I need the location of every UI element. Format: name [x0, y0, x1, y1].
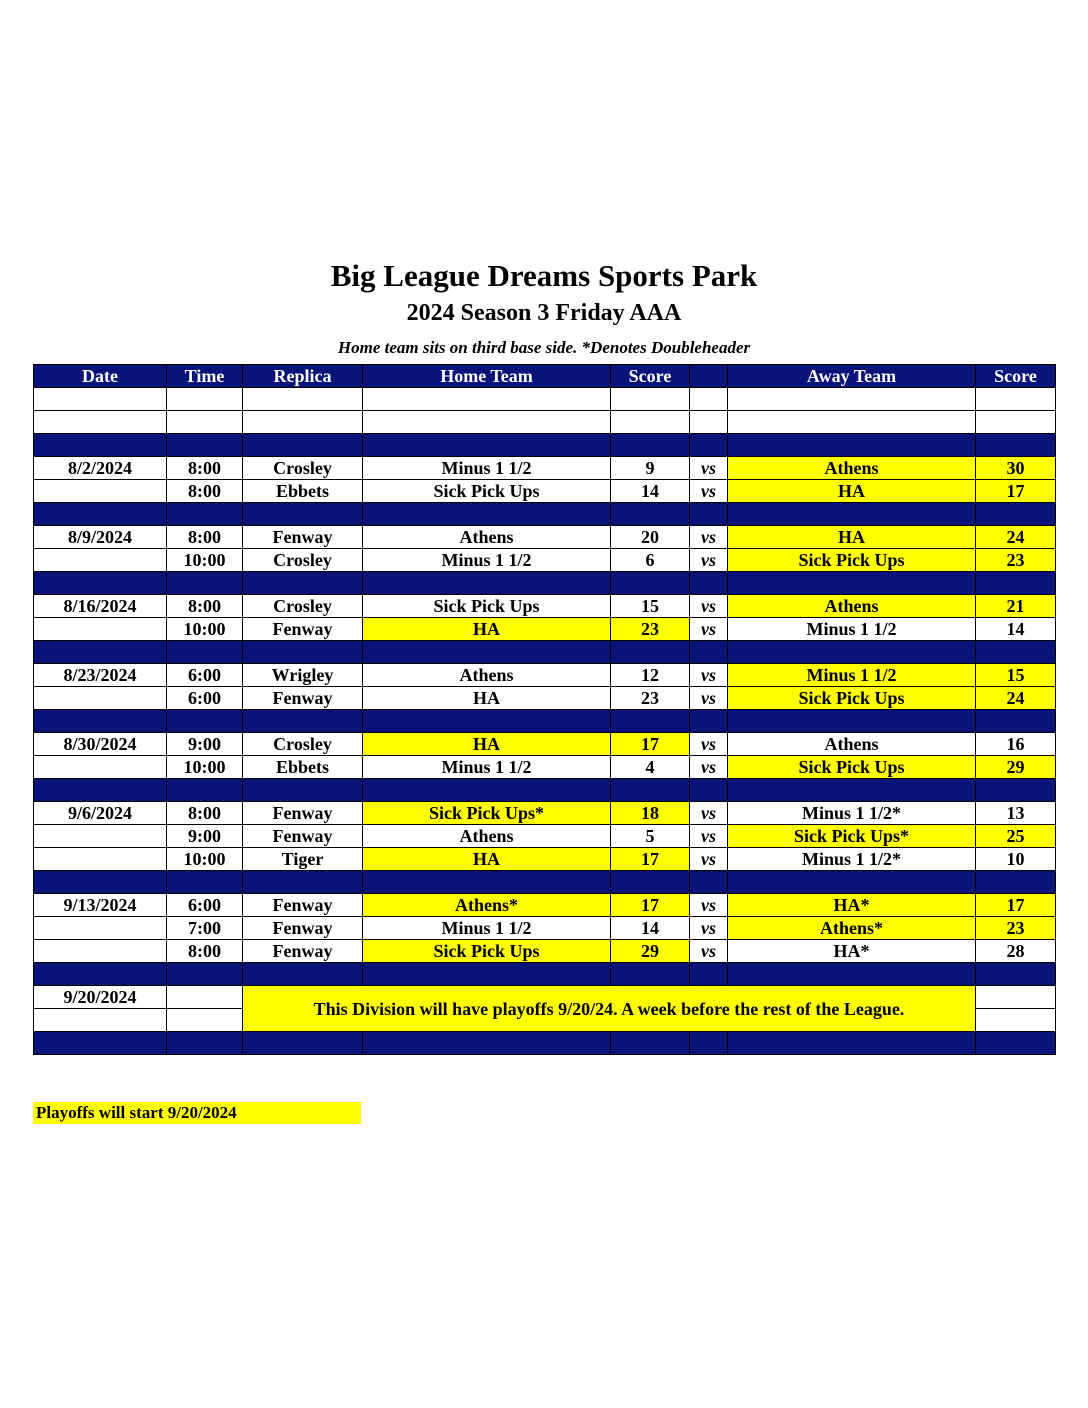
game-row	[34, 825, 1056, 848]
cell-replica: Tiger	[243, 848, 363, 871]
cell-time: 6:00	[167, 687, 243, 710]
cell-date: 9/6/2024	[34, 802, 167, 825]
cell-time: 10:00	[167, 848, 243, 871]
blank-cell	[363, 388, 611, 411]
cell-home: HA	[363, 848, 611, 871]
cell-away-score: 30	[976, 457, 1056, 480]
cell-away: Sick Pick Ups	[728, 756, 976, 779]
cell-time: 8:00	[167, 940, 243, 963]
cell-vs: vs	[690, 802, 728, 825]
cell-date: 8/9/2024	[34, 526, 167, 549]
cell-date	[34, 687, 167, 710]
header-away-score: Score	[976, 365, 1056, 388]
separator-cell	[34, 710, 167, 733]
separator-cell	[167, 572, 243, 595]
separator-cell	[363, 871, 611, 894]
cell-home-score: 9	[611, 457, 690, 480]
cell-home-score: 17	[611, 848, 690, 871]
game-row	[34, 733, 1056, 756]
separator-cell	[611, 779, 690, 802]
separator-cell	[728, 503, 976, 526]
cell-time	[167, 986, 243, 1009]
game-row	[34, 549, 1056, 572]
separator-cell	[690, 503, 728, 526]
separator-cell	[611, 963, 690, 986]
blank-cell	[728, 388, 976, 411]
blank-row	[34, 388, 1056, 411]
separator-cell	[976, 963, 1056, 986]
separator-row	[34, 779, 1056, 802]
separator-cell	[363, 779, 611, 802]
separator-cell	[690, 710, 728, 733]
separator-cell	[611, 641, 690, 664]
schedule-table	[33, 364, 1056, 1055]
separator-cell	[611, 503, 690, 526]
separator-row	[34, 871, 1056, 894]
cell-vs: vs	[690, 894, 728, 917]
cell-vs: vs	[690, 733, 728, 756]
separator-cell	[243, 641, 363, 664]
cell-away-score	[976, 986, 1056, 1009]
cell-home: Sick Pick Ups	[363, 480, 611, 503]
separator-cell	[243, 434, 363, 457]
separator-cell	[690, 434, 728, 457]
cell-home: HA	[363, 618, 611, 641]
cell-vs: vs	[690, 595, 728, 618]
cell-time: 8:00	[167, 802, 243, 825]
cell-away-score: 21	[976, 595, 1056, 618]
cell-away: Sick Pick Ups	[728, 549, 976, 572]
separator-cell	[243, 871, 363, 894]
cell-vs: vs	[690, 664, 728, 687]
game-row	[34, 940, 1056, 963]
cell-date	[34, 480, 167, 503]
cell-home-score: 12	[611, 664, 690, 687]
separator-cell	[167, 434, 243, 457]
cell-time: 9:00	[167, 733, 243, 756]
separator-cell	[167, 871, 243, 894]
blank-row	[34, 411, 1056, 434]
separator-cell	[167, 710, 243, 733]
game-row	[34, 618, 1056, 641]
page-title: Big League Dreams Sports Park	[330, 258, 758, 293]
cell-time: 9:00	[167, 825, 243, 848]
cell-away-score: 14	[976, 618, 1056, 641]
cell-replica: Crosley	[243, 457, 363, 480]
cell-away-score	[976, 1009, 1056, 1032]
separator-cell	[976, 710, 1056, 733]
separator-cell	[34, 963, 167, 986]
header-home-team: Home Team	[363, 365, 611, 388]
separator-cell	[976, 641, 1056, 664]
cell-away: HA	[728, 480, 976, 503]
cell-away: Athens	[728, 733, 976, 756]
cell-home-score: 20	[611, 526, 690, 549]
cell-replica: Crosley	[243, 549, 363, 572]
cell-home-score: 17	[611, 733, 690, 756]
cell-home-score: 5	[611, 825, 690, 848]
cell-time: 10:00	[167, 549, 243, 572]
separator-cell	[611, 434, 690, 457]
cell-home: Minus 1 1/2	[363, 756, 611, 779]
cell-away: Minus 1 1/2	[728, 664, 976, 687]
blank-cell	[243, 388, 363, 411]
cell-home: Minus 1 1/2	[363, 917, 611, 940]
cell-replica: Fenway	[243, 825, 363, 848]
cell-home-score: 18	[611, 802, 690, 825]
cell-date	[34, 756, 167, 779]
cell-date	[34, 917, 167, 940]
blank-cell	[34, 411, 167, 434]
cell-time: 8:00	[167, 526, 243, 549]
game-row	[34, 802, 1056, 825]
cell-away-score: 24	[976, 687, 1056, 710]
blank-cell	[690, 388, 728, 411]
cell-replica: Wrigley	[243, 664, 363, 687]
game-row	[34, 848, 1056, 871]
separator-cell	[167, 1032, 243, 1055]
header-date: Date	[34, 365, 167, 388]
cell-replica: Ebbets	[243, 480, 363, 503]
separator-cell	[976, 503, 1056, 526]
separator-cell	[728, 641, 976, 664]
cell-time	[167, 1009, 243, 1032]
cell-home: Sick Pick Ups*	[363, 802, 611, 825]
cell-home: Athens	[363, 825, 611, 848]
cell-date	[34, 618, 167, 641]
playoffs-note: Playoffs will start 9/20/2024	[33, 1102, 361, 1124]
cell-replica: Fenway	[243, 526, 363, 549]
cell-vs: vs	[690, 549, 728, 572]
header-away-team: Away Team	[728, 365, 976, 388]
blank-cell	[611, 411, 690, 434]
separator-row	[34, 434, 1056, 457]
cell-away-score: 17	[976, 480, 1056, 503]
cell-time: 6:00	[167, 664, 243, 687]
separator-cell	[611, 572, 690, 595]
separator-cell	[690, 572, 728, 595]
cell-home: Sick Pick Ups	[363, 595, 611, 618]
cell-away-score: 10	[976, 848, 1056, 871]
separator-cell	[34, 572, 167, 595]
separator-cell	[976, 1032, 1056, 1055]
separator-cell	[243, 503, 363, 526]
separator-cell	[976, 871, 1056, 894]
cell-away-score: 13	[976, 802, 1056, 825]
cell-home-score: 15	[611, 595, 690, 618]
separator-row	[34, 572, 1056, 595]
cell-home-score: 17	[611, 894, 690, 917]
game-row	[34, 917, 1056, 940]
header-row	[34, 365, 1056, 388]
cell-away: Minus 1 1/2*	[728, 848, 976, 871]
cell-vs: vs	[690, 940, 728, 963]
cell-home: Minus 1 1/2	[363, 457, 611, 480]
page-subtitle: 2024 Season 3 Friday AAA	[406, 300, 682, 326]
separator-cell	[690, 963, 728, 986]
separator-cell	[363, 503, 611, 526]
playoff-row	[34, 986, 1056, 1009]
playoff-message: This Division will have playoffs 9/20/24. A week before the rest of the League.	[243, 986, 976, 1032]
separator-cell	[363, 1032, 611, 1055]
cell-vs: vs	[690, 618, 728, 641]
cell-home: HA	[363, 733, 611, 756]
separator-cell	[167, 963, 243, 986]
schedule-note: Home team sits on third base side. *Denotes Doubleheader	[337, 338, 751, 357]
blank-cell	[728, 411, 976, 434]
game-row	[34, 480, 1056, 503]
game-row	[34, 664, 1056, 687]
blank-cell	[976, 411, 1056, 434]
cell-away: HA*	[728, 940, 976, 963]
cell-home: Athens	[363, 526, 611, 549]
blank-cell	[167, 411, 243, 434]
blank-cell	[611, 388, 690, 411]
cell-replica: Fenway	[243, 894, 363, 917]
cell-vs: vs	[690, 756, 728, 779]
separator-row	[34, 503, 1056, 526]
separator-cell	[34, 434, 167, 457]
cell-replica: Ebbets	[243, 756, 363, 779]
cell-date	[34, 549, 167, 572]
separator-cell	[34, 871, 167, 894]
separator-cell	[690, 871, 728, 894]
blank-cell	[34, 388, 167, 411]
cell-home-score: 6	[611, 549, 690, 572]
cell-vs: vs	[690, 687, 728, 710]
separator-cell	[976, 434, 1056, 457]
blank-cell	[690, 411, 728, 434]
cell-home: Athens*	[363, 894, 611, 917]
separator-cell	[728, 963, 976, 986]
cell-away-score: 23	[976, 917, 1056, 940]
cell-away: Sick Pick Ups	[728, 687, 976, 710]
cell-date	[34, 825, 167, 848]
game-row	[34, 756, 1056, 779]
separator-cell	[243, 963, 363, 986]
separator-cell	[243, 779, 363, 802]
cell-away: HA*	[728, 894, 976, 917]
header-replica: Replica	[243, 365, 363, 388]
header-vs	[690, 365, 728, 388]
cell-date: 8/2/2024	[34, 457, 167, 480]
cell-vs: vs	[690, 825, 728, 848]
cell-away-score: 28	[976, 940, 1056, 963]
cell-date: 9/13/2024	[34, 894, 167, 917]
cell-replica: Crosley	[243, 733, 363, 756]
cell-replica: Fenway	[243, 618, 363, 641]
cell-replica: Fenway	[243, 940, 363, 963]
separator-cell	[34, 641, 167, 664]
cell-time: 10:00	[167, 756, 243, 779]
separator-cell	[690, 641, 728, 664]
cell-date: 8/16/2024	[34, 595, 167, 618]
cell-away-score: 24	[976, 526, 1056, 549]
cell-home: Sick Pick Ups	[363, 940, 611, 963]
separator-row	[34, 963, 1056, 986]
game-row	[34, 687, 1056, 710]
cell-away: Minus 1 1/2*	[728, 802, 976, 825]
game-row	[34, 526, 1056, 549]
header-time: Time	[167, 365, 243, 388]
separator-cell	[363, 710, 611, 733]
separator-cell	[167, 503, 243, 526]
separator-cell	[363, 641, 611, 664]
cell-vs: vs	[690, 526, 728, 549]
header-home-score: Score	[611, 365, 690, 388]
cell-away: Athens*	[728, 917, 976, 940]
cell-time: 6:00	[167, 894, 243, 917]
cell-away-score: 16	[976, 733, 1056, 756]
separator-row	[34, 710, 1056, 733]
separator-cell	[611, 1032, 690, 1055]
cell-away-score: 29	[976, 756, 1056, 779]
cell-replica: Fenway	[243, 687, 363, 710]
cell-replica: Fenway	[243, 917, 363, 940]
cell-home-score: 23	[611, 687, 690, 710]
separator-cell	[243, 1032, 363, 1055]
separator-cell	[167, 641, 243, 664]
cell-replica: Fenway	[243, 802, 363, 825]
separator-cell	[243, 710, 363, 733]
cell-date: 9/20/2024	[34, 986, 167, 1009]
separator-cell	[690, 1032, 728, 1055]
cell-time: 10:00	[167, 618, 243, 641]
separator-cell	[728, 779, 976, 802]
cell-time: 8:00	[167, 457, 243, 480]
separator-cell	[34, 1032, 167, 1055]
blank-cell	[363, 411, 611, 434]
game-row	[34, 595, 1056, 618]
blank-cell	[167, 388, 243, 411]
separator-cell	[363, 963, 611, 986]
cell-away-score: 17	[976, 894, 1056, 917]
cell-time: 8:00	[167, 480, 243, 503]
separator-cell	[34, 503, 167, 526]
cell-away-score: 15	[976, 664, 1056, 687]
cell-vs: vs	[690, 457, 728, 480]
separator-cell	[363, 434, 611, 457]
cell-away-score: 23	[976, 549, 1056, 572]
separator-cell	[728, 1032, 976, 1055]
separator-cell	[728, 572, 976, 595]
game-row	[34, 457, 1056, 480]
separator-cell	[243, 572, 363, 595]
schedule-body	[34, 388, 1056, 1055]
cell-home-score: 14	[611, 917, 690, 940]
blank-cell	[976, 388, 1056, 411]
cell-date: 8/30/2024	[34, 733, 167, 756]
cell-away-score: 25	[976, 825, 1056, 848]
cell-home-score: 14	[611, 480, 690, 503]
separator-row	[34, 1032, 1056, 1055]
separator-cell	[611, 871, 690, 894]
cell-away: HA	[728, 526, 976, 549]
separator-cell	[976, 779, 1056, 802]
separator-cell	[167, 779, 243, 802]
separator-cell	[728, 710, 976, 733]
separator-cell	[363, 572, 611, 595]
cell-vs: vs	[690, 917, 728, 940]
cell-away: Sick Pick Ups*	[728, 825, 976, 848]
cell-away: Minus 1 1/2	[728, 618, 976, 641]
cell-home-score: 4	[611, 756, 690, 779]
separator-cell	[690, 779, 728, 802]
cell-replica: Crosley	[243, 595, 363, 618]
cell-date	[34, 940, 167, 963]
cell-vs: vs	[690, 480, 728, 503]
game-row	[34, 894, 1056, 917]
cell-home: Minus 1 1/2	[363, 549, 611, 572]
cell-time: 8:00	[167, 595, 243, 618]
cell-vs: vs	[690, 848, 728, 871]
cell-date	[34, 848, 167, 871]
separator-cell	[611, 710, 690, 733]
cell-home: HA	[363, 687, 611, 710]
cell-date	[34, 1009, 167, 1032]
cell-date: 8/23/2024	[34, 664, 167, 687]
cell-home: Athens	[363, 664, 611, 687]
cell-home-score: 23	[611, 618, 690, 641]
separator-cell	[34, 779, 167, 802]
blank-cell	[243, 411, 363, 434]
cell-home-score: 29	[611, 940, 690, 963]
separator-cell	[728, 871, 976, 894]
separator-row	[34, 641, 1056, 664]
cell-away: Athens	[728, 457, 976, 480]
cell-time: 7:00	[167, 917, 243, 940]
cell-away: Athens	[728, 595, 976, 618]
separator-cell	[976, 572, 1056, 595]
separator-cell	[728, 434, 976, 457]
